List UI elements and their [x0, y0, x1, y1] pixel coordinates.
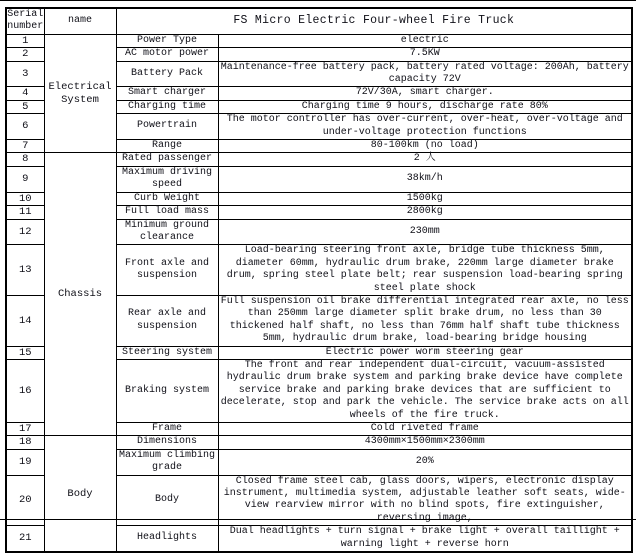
serial-cell: 5 [6, 100, 44, 113]
item-value-cell: 38km/h [218, 166, 632, 192]
item-name-cell: Steering system [116, 346, 218, 359]
serial-cell: 2 [6, 48, 44, 61]
item-value-cell: Electric power worm steering gear [218, 346, 632, 359]
serial-cell: 9 [6, 166, 44, 192]
item-name-cell: Maximum driving speed [116, 166, 218, 192]
item-name-cell: Minimum ground clearance [116, 219, 218, 245]
item-name-cell: Smart charger [116, 87, 218, 100]
serial-cell: 10 [6, 192, 44, 205]
serial-cell: 20 [6, 475, 44, 526]
item-name-cell: Rear axle and suspension [116, 295, 218, 346]
serial-cell: 12 [6, 219, 44, 245]
serial-cell: 1 [6, 34, 44, 47]
top-rule [0, 0, 636, 1]
serial-cell: 21 [6, 526, 44, 552]
header-row [6, 8, 632, 34]
serial-cell: 18 [6, 436, 44, 449]
serial-cell: 14 [6, 295, 44, 346]
item-value-cell: 80-100km (no load) [218, 140, 632, 153]
table-row [6, 153, 632, 166]
table-row [6, 34, 632, 47]
item-name-cell: AC motor power [116, 48, 218, 61]
header-name: name [44, 8, 116, 34]
item-value-cell: Dual headlights + turn signal + brake light + overall taillight + warning light + reverse horn [218, 526, 632, 552]
item-value-cell: electric [218, 34, 632, 47]
item-name-cell: Braking system [116, 359, 218, 422]
serial-cell: 16 [6, 359, 44, 422]
spec-table [5, 7, 633, 553]
spec-table-body [6, 34, 632, 552]
group-label-cell: Chassis [44, 153, 116, 436]
item-name-cell: Front axle and suspension [116, 245, 218, 296]
item-value-cell: Full suspension oil brake differential integrated rear axle, no less than 250mm large diameter split brake drum, no less than 30 thickened half shaft, no less than 76mm half shaft tube thickness 5mm, hydraulic drum brake, load-bearing bridge housing [218, 295, 632, 346]
item-name-cell: Maximum climbing grade [116, 449, 218, 475]
item-name-cell: Dimensions [116, 436, 218, 449]
item-name-cell: Battery Pack [116, 61, 218, 87]
serial-cell: 19 [6, 449, 44, 475]
serial-cell: 6 [6, 114, 44, 140]
item-name-cell: Headlights [116, 526, 218, 552]
item-name-cell: Powertrain [116, 114, 218, 140]
item-value-cell: Cold riveted frame [218, 423, 632, 436]
item-name-cell: Power Type [116, 34, 218, 47]
item-name-cell: Full load mass [116, 206, 218, 219]
item-value-cell: 2800kg [218, 206, 632, 219]
item-name-cell: Charging time [116, 100, 218, 113]
item-value-cell: The motor controller has over-current, over-heat, over-voltage and under-voltage protection functions [218, 114, 632, 140]
serial-cell: 8 [6, 153, 44, 166]
item-name-cell: Body [116, 475, 218, 526]
item-name-cell: Curb Weight [116, 192, 218, 205]
item-value-cell: 1500kg [218, 192, 632, 205]
item-value-cell: Load-bearing steering front axle, bridge tube thickness 5mm, diameter 60mm, hydraulic drum brake, 220mm large diameter brake drum, spring steel plate belt; rear suspension load-bearing spring steel plate shock [218, 245, 632, 296]
serial-cell: 13 [6, 245, 44, 296]
item-value-cell: Maintenance-free battery pack, battery rated voltage: 200Ah, battery capacity 72V [218, 61, 632, 87]
item-value-cell: The front and rear independent dual-circuit, vacuum-assisted hydraulic drum brake system and parking brake device have complete service brake and parking brake devices that are sufficient to decelerate, stop and park the vehicle. The service brake acts on all wheels of the fire truck. [218, 359, 632, 422]
group-label-cell: Electrical System [44, 34, 116, 153]
item-value-cell: 4300mm×1500mm×2300mm [218, 436, 632, 449]
header-serial-number: Serial number [7, 9, 44, 33]
item-value-cell: 2 人 [218, 153, 632, 166]
item-value-cell: 7.5KW [218, 48, 632, 61]
group-label-cell: Body [44, 436, 116, 552]
item-value-cell: 20% [218, 449, 632, 475]
item-name-cell: Frame [116, 423, 218, 436]
serial-cell: 7 [6, 140, 44, 153]
bottom-rule [0, 519, 636, 520]
serial-cell: 15 [6, 346, 44, 359]
serial-cell: 17 [6, 423, 44, 436]
header-product-title: FS Micro Electric Four-wheel Fire Truck [116, 8, 632, 34]
item-name-cell: Range [116, 140, 218, 153]
item-value-cell: 72V/30A, smart charger. [218, 87, 632, 100]
serial-cell: 3 [6, 61, 44, 87]
table-row [6, 436, 632, 449]
item-value-cell: Charging time 9 hours, discharge rate 80% [218, 100, 632, 113]
item-value-cell: Closed frame steel cab, glass doors, wipers, electronic display instrument, multimedia system, adjustable leather soft seats, wide-view rearview mirror with no blind spots, fire extinguisher, [218, 475, 632, 526]
serial-cell: 11 [6, 206, 44, 219]
serial-cell: 4 [6, 87, 44, 100]
item-name-cell: Rated passenger [116, 153, 218, 166]
item-value-cell: 230mm [218, 219, 632, 245]
